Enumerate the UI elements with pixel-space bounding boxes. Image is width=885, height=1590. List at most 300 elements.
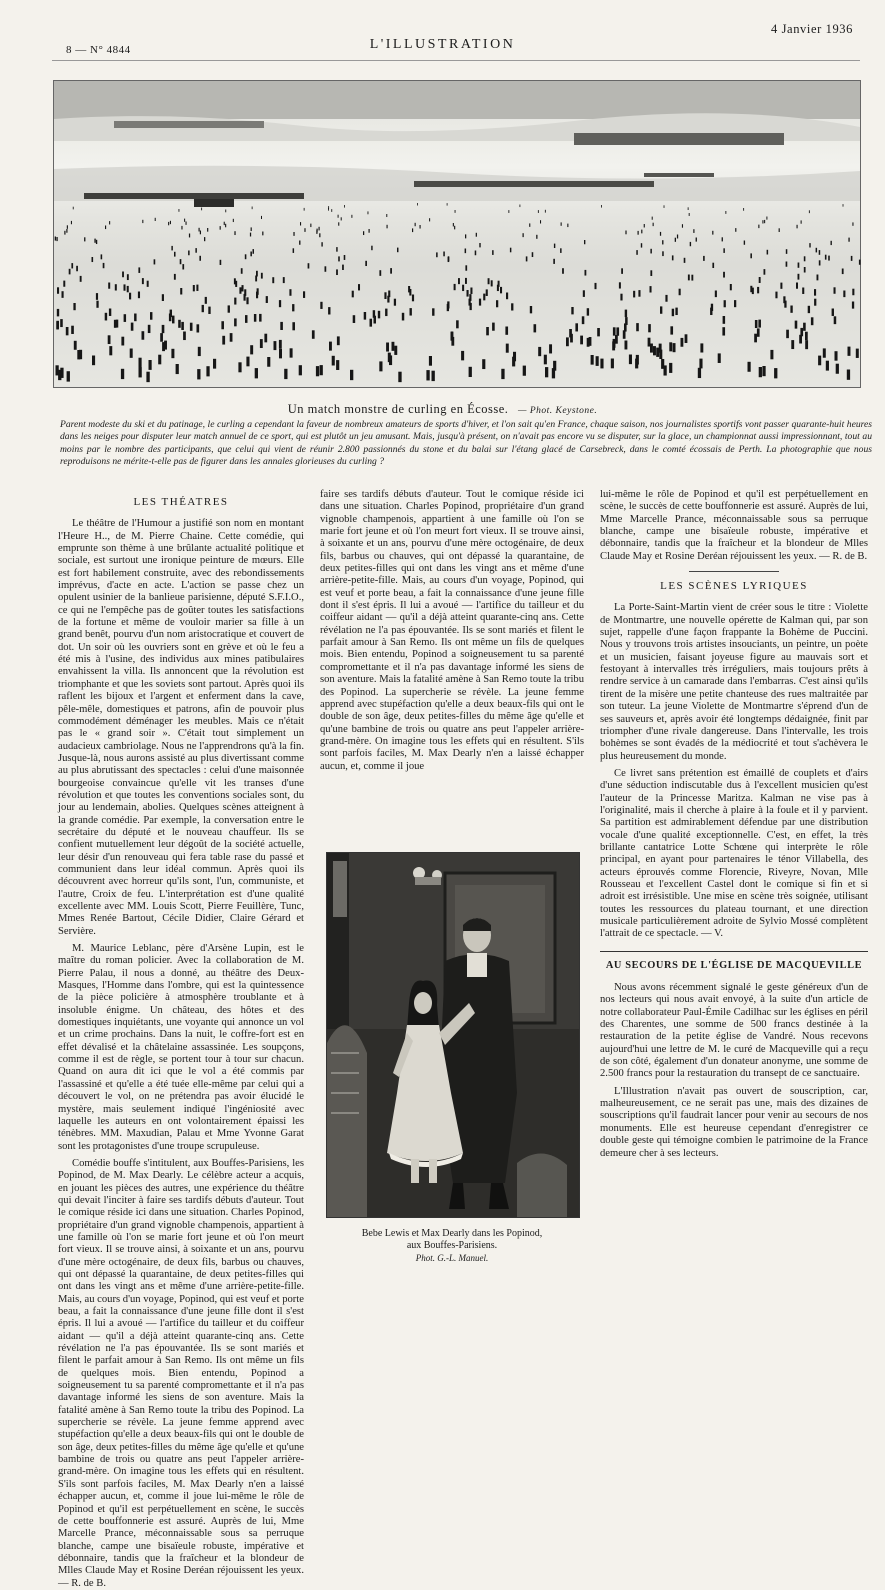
curler-figure (764, 269, 766, 275)
curler-figure (735, 228, 736, 232)
curler-figure (174, 274, 176, 280)
curler-figure (293, 232, 294, 236)
curler-figure (170, 221, 171, 224)
curler-figure (363, 231, 364, 235)
curler-figure (688, 275, 690, 281)
curler-figure (616, 327, 619, 335)
column-2 (320, 490, 584, 830)
curler-figure (526, 256, 528, 261)
curler-figure (486, 289, 488, 296)
curler-figure (245, 315, 247, 323)
curler-figure (856, 349, 859, 358)
curler-figure (259, 314, 261, 322)
curler-figure (289, 289, 291, 296)
curler-figure (138, 267, 140, 273)
curler-figure (386, 343, 389, 352)
curler-figure (596, 356, 599, 366)
curler-figure (246, 297, 248, 304)
curler-figure (162, 325, 165, 333)
curler-figure (168, 222, 169, 225)
curler-figure (816, 248, 817, 253)
curler-figure (615, 335, 618, 344)
curler-figure (220, 260, 222, 265)
curler-figure (447, 301, 449, 308)
curler-figure (750, 253, 752, 258)
curler-figure (358, 284, 360, 290)
curler-figure (448, 256, 450, 261)
curler-figure (417, 203, 418, 206)
curler-figure (497, 285, 499, 291)
curler-figure (261, 273, 263, 279)
curler-figure (274, 341, 277, 350)
curler-figure (387, 225, 388, 229)
curler-figure (601, 205, 602, 208)
curler-figure (429, 356, 432, 366)
curler-figure (724, 300, 726, 307)
curler-figure (703, 256, 705, 261)
theatres-heading: LES THÉATRES (133, 496, 229, 508)
popinod-caption-line2: aux Bouffes-Parisiens. (406, 1240, 498, 1251)
photo-title (0, 402, 885, 417)
column-3 (600, 490, 868, 1280)
curler-figure (479, 243, 480, 247)
curler-figure (682, 224, 683, 228)
curler-figure (331, 209, 332, 212)
curler-figure (462, 285, 464, 291)
curler-figure (220, 226, 221, 230)
curler-figure (162, 294, 164, 301)
curler-figure (341, 217, 342, 220)
curler-figure (199, 228, 200, 232)
curler-figure (207, 228, 208, 232)
curler-figure (669, 363, 672, 373)
curler-figure (279, 340, 282, 349)
curler-figure (650, 249, 651, 254)
curler-figure (225, 210, 226, 213)
curler-figure (197, 369, 200, 379)
curler-figure (653, 223, 654, 226)
curler-figure (500, 287, 502, 293)
section-rule (600, 951, 868, 952)
curler-figure (351, 215, 352, 218)
curler-figure (122, 272, 124, 278)
curler-figure (261, 216, 262, 219)
curler-figure (848, 347, 851, 356)
curler-figure (859, 260, 861, 265)
curler-figure (743, 208, 744, 211)
curler-figure (486, 327, 489, 335)
curler-figure (698, 368, 701, 378)
lyriques-heading: LES SCÈNES LYRIQUES (660, 580, 808, 593)
curler-figure (234, 298, 236, 305)
curler-figure (529, 223, 530, 226)
curler-figure (635, 359, 638, 369)
curler-figure (748, 362, 751, 372)
curler-figure (304, 228, 305, 232)
curler-figure (832, 309, 834, 316)
lyriques-paragraph-1: La Porte-Saint-Martin vient de créer sous le titre : Violette de Montmartre, une nouvelle opérette de Kalman qui, par son sujet, rappelle d'une façon frappante la Bohème de Puccini. Nous y trouvons trois artistes insouciants, un peintre, un poète et un musicien, faisant joyeuse figure au mauvais sort et festoyant à intervalles très irréguliers, mais toujours prêts à rendre service à un camarade dans l'embarras. C'est ainsi qu'ils tirent de la misère une petite chanteuse des rues maltraitée par son tuteur. La jeune Violette de Montmartre s'éprend d'un de ses sauveurs et, après avoir été longtemps dédaignée, finit par triompher d'une rivale dangereuse. Dans l'intervalle, les trois bohèmes se sont évadés de la médiocrité et tout s'achèvera le plus heureusement du monde. (600, 602, 868, 762)
curler-figure (369, 229, 370, 233)
curler-figure (723, 248, 724, 253)
curler-figure (513, 352, 516, 362)
column-1 (58, 490, 304, 1589)
curler-figure (662, 251, 664, 256)
curler-figure (836, 364, 839, 374)
curler-figure (412, 228, 413, 232)
curler-figure (582, 316, 585, 324)
curler-figure (266, 296, 268, 303)
curler-figure (597, 328, 600, 336)
curler-figure (253, 249, 254, 254)
curler-figure (196, 285, 198, 291)
curler-figure (591, 355, 594, 365)
curler-figure (506, 344, 509, 353)
curler-figure (142, 278, 144, 284)
page-header (0, 22, 885, 58)
curler-figure (534, 324, 537, 332)
curler-figure (580, 336, 583, 345)
curler-figure (57, 309, 59, 316)
curler-figure (759, 277, 761, 283)
curler-figure (819, 250, 821, 255)
curler-figure (402, 313, 404, 321)
curler-figure (233, 219, 234, 222)
curler-figure (699, 359, 702, 369)
curler-figure (553, 259, 555, 264)
curler-figure (851, 256, 853, 261)
curler-figure (583, 290, 585, 297)
curler-figure (805, 332, 808, 341)
curler-figure (447, 203, 448, 206)
curler-figure (267, 357, 270, 367)
curler-figure (532, 252, 534, 257)
curler-figure (638, 290, 640, 297)
curler-figure (665, 295, 667, 302)
curler-figure (804, 267, 806, 273)
curler-figure (256, 271, 258, 277)
curler-figure (834, 316, 837, 324)
curler-figure (523, 233, 524, 237)
curler-figure (764, 220, 765, 223)
curler-figure (426, 370, 429, 380)
curler-figure (585, 270, 587, 276)
curler-figure (712, 263, 714, 268)
curler-figure (648, 324, 651, 332)
curler-figure (264, 334, 267, 343)
curler-figure (260, 339, 263, 348)
curler-figure (74, 341, 77, 350)
curler-figure (491, 280, 493, 286)
curler-figure (656, 348, 659, 357)
curler-figure (501, 369, 504, 379)
curler-figure (795, 321, 798, 329)
curler-figure (650, 286, 652, 292)
curler-figure (149, 360, 152, 370)
curler-figure (124, 314, 126, 322)
curler-figure (619, 282, 621, 288)
curler-figure (798, 263, 800, 268)
curler-figure (641, 230, 642, 234)
curler-figure (538, 210, 539, 213)
curler-figure (63, 281, 65, 287)
curler-figure (387, 296, 389, 303)
curler-figure (835, 351, 838, 360)
curler-figure (242, 285, 244, 291)
curler-figure (797, 225, 798, 229)
curler-figure (64, 231, 65, 235)
curler-figure (783, 296, 785, 303)
curler-figure (182, 264, 184, 269)
curler-figure (147, 281, 149, 287)
curler-figure (755, 320, 758, 328)
curler-figure (723, 272, 725, 278)
curler-figure (569, 329, 572, 337)
curler-figure (754, 334, 757, 343)
curler-figure (109, 346, 112, 355)
curler-figure (127, 286, 129, 292)
curler-figure (620, 294, 622, 301)
curler-figure (675, 238, 676, 242)
curler-figure (319, 233, 320, 237)
theatres-paragraph-3: Comédie bouffe s'intitulent, aux Bouffes-Parisiens, les Popinod, de M. Max Dearly. Le célèbre acteur a acquis, en jouant les pièces des autres, une expérience du théâtre qui devait l'inciter à faire ses tardifs débuts d'auteur. Tout le comique réside ici dans une situation. Charles Popinod, propriétaire d'un grand vignoble champenois, appartient à une famille où l'on se marie fort jeune et où l'on meurt fort vieux. Il se trouve ainsi, à soixante et un ans, pourvu d'une mère octogénaire, de deux fils, barbus ou chauves, qui ont dépassé la quarantaine, de deux petites-filles qui ont dans les vingt ans et même d'une arrière-petite-fille. Mais, au cours d'un voyage, Popinod, qui est veuf et porte beau, a fait la connaissance d'une jeune fille dont il s'est épris. Il lui a avoué — l'artifice du tailleur et du coiffeur aidant — qu'il a déjà atteint quarante-cinq ans. Cette révélation ne l'a pas épouvantée. Ils se sont mariés et filent le parfait amour à San Remo. Ils ont même un fils de quelques mois. Bien entendu, Popinod a soigneusement tu sa parenté compromettante et il n'a pas davantage informé les siens de son aventure. Mais la fatalité amène à San Remo toute la tribu des Popinod. La supercherie se révèle. La jeune femme apprend avec stupéfaction qu'elle a deux beaux-fils qui ont le double de son âge, deux petites-filles du même âge qu'elle et qu'une bambine de trois ou quatre ans peut l'appeler arrière-grand-mère. On imagine tous les effets qui en résultent. S'ils sont parfois faciles, M. Max Dearly n'en a laissé échapper aucun, et, comme il joue lui-même le rôle de Popinod et qu'il est perpétuellement en scène, le succès de cette bouffonnerie est assuré. Auprès de lui, Mme Marcelle Prance, méconnaissable sous sa perruque blanche, campe une bisaïeule robuste, impérative et débonnaire, tandis que la fraîcheur et la blondeur de Mlles Claude May et Rosine Deréan réjouissent les yeux. — R. de B. (58, 1157, 304, 1589)
curler-figure (790, 306, 792, 313)
curler-figure (394, 299, 396, 306)
curler-figure (244, 289, 246, 296)
curler-figure (394, 346, 397, 355)
curler-figure (847, 370, 850, 380)
curler-figure (230, 333, 233, 342)
curler-figure (245, 254, 247, 259)
curler-figure (283, 277, 285, 283)
curler-figure (802, 288, 804, 294)
curler-figure (328, 307, 330, 314)
curler-figure (410, 308, 412, 315)
curler-figure (239, 287, 241, 293)
issue-date: 4 Janvier 1936 (771, 22, 853, 36)
curler-figure (178, 320, 181, 328)
curler-figure (292, 322, 295, 330)
curler-figure (312, 330, 315, 338)
curler-figure (809, 243, 810, 247)
curler-figure (398, 372, 401, 382)
curler-figure (684, 258, 686, 263)
curler-figure (826, 361, 829, 371)
curler-figure (162, 342, 165, 351)
curler-figure (834, 287, 836, 293)
curler-figure (108, 283, 110, 289)
curler-figure (250, 345, 253, 354)
curler-figure (392, 342, 395, 351)
curler-figure (184, 219, 185, 222)
curler-figure (308, 263, 310, 268)
curler-figure (304, 208, 305, 211)
curler-figure (201, 208, 202, 211)
curler-figure (397, 248, 398, 253)
curler-figure (458, 278, 460, 284)
curler-figure (843, 291, 845, 298)
curler-figure (284, 369, 287, 379)
curler-figure (150, 312, 152, 320)
curler-figure (332, 356, 335, 366)
theatres-paragraph-1: Le théâtre de l'Humour a justifié son nom en montant l'Heure H.., de M. Pierre Chaine. Cette comédie, qui emprunte son thème à une brûlante actualité politique et sociale, est surtout une ironique peinture de mœurs. Elle est fort habilement construite, avec des rebondissements imprévus, d'acte en acte. L'action se passe chez un opulent usinier de la banlieue parisienne, député S.F.I.O., ce qui ne l'empêche pas de goûter toutes les satisfactions de la fortune et même de vouloir marier sa fille à un grand benêt, pourvu d'un nom aristocratique et couvert de dot. Un soir où les ouvriers sont en grève et où le feu a été mis à l'usine, des individus aux mines patibulaires envahissent la villa. Ils annoncent que la révolution est triomphante et que les soviets sont partout. Après quoi ils raflent les bijoux et l'argent et enferment dans la cave, pêle-mêle, domestiques et patrons, afin de pouvoir plus commodément déménager les meubles. Mais ce n'était pas le « grand soir ». C'était tout simplement un audacieux cambriolage. Nous ne l'apprendrons qu'à la fin. Jusque-là, nous aurons assisté au plus divertissant comme au plus abrutissant des spectacles : celui d'une maisonnée bourgeoise convaincue qu'elle vit les transes d'une révolution et que toutes les conventions sociales sont, du jour au lendemain, abolies. Quelques scènes atteignent à la grande comédie. Par exemple, la conversation entre le secrétaire du député et le nouveau chauffeur. Ils se confient mutuellement leur dégoût de la société actuelle, leur désir d'un renouveau qui fera table rase du passé et communient dans leur idéal commun. Après quoi ils découvrent avec horreur qu'ils sont, l'un, communiste, et l'autre, Croix de feu. L'interprétation est d'une qualité excellente avec MM. Louis Scott, Pierre Feuillère, Tunc, Mmes Renée Bartout, Cécile Didier, Claire Gérard et Servière. (58, 518, 304, 937)
curler-figure (625, 317, 628, 325)
curler-figure (453, 223, 454, 226)
curler-figure (92, 356, 95, 366)
macqueville-paragraph-1: Nous avons récemment signalé le geste généreux d'un de nos lecteurs qui nous avait envoyé, à la suite d'un article de notre collaborateur Paul-Émile Cadilhac sur les églises en péril des Charentes, une somme de 500 francs destinée à la restauration de la petite église de Vandré. Nous recevons aujourd'hui une lettre de M. le curé de Macqueville qui a reçu de son côté, également d'un donateur anonyme, une somme de 2.500 francs pour la restauration du transept de ce sanctuaire. (600, 982, 868, 1080)
curler-figure (621, 268, 623, 274)
curler-figure (805, 340, 808, 349)
curler-figure (672, 255, 674, 260)
curler-figure (71, 326, 74, 334)
curler-figure (842, 269, 844, 275)
curler-figure (390, 268, 392, 274)
curler-figure (255, 368, 258, 378)
curler-figure (121, 337, 124, 346)
curler-figure (685, 334, 688, 343)
curler-figure (796, 283, 798, 289)
curler-figure (786, 249, 788, 254)
curler-figure (633, 291, 635, 298)
curler-figure (465, 249, 466, 254)
curler-figure (465, 278, 467, 284)
curler-figure (370, 319, 373, 327)
curler-figure (205, 297, 207, 304)
curler-figure (650, 270, 652, 276)
curler-figure (825, 255, 827, 260)
curler-figure (105, 313, 107, 321)
curler-figure (134, 314, 136, 322)
curler-figure (510, 248, 511, 253)
curler-figure (342, 265, 344, 270)
curler-figure (650, 344, 653, 353)
curler-figure (225, 224, 226, 227)
popinod-continued: faire ses tardifs débuts d'auteur. Tout le comique réside ici dans une situation. Charles Popinod, propriétaire d'un grand vignoble champenois, appartient à une famille où l'on se marie fort jeune et où l'on meurt fort vieux. Il se trouve ainsi, à soixante et un ans, pourvu d'une mère octogénaire, de deux fils, barbus ou chauves, qui ont dépassé la quarantaine, de deux petites-filles qui ont dans les vingt ans et même d'une arrière-petite-fille. Mais, au cours d'un voyage, Popinod, qui est veuf et porte beau, a fait la connaissance d'une jeune fille dont il s'est épris. Il lui a avoué — l'artifice du tailleur et du coiffeur aidant — qu'il a déjà atteint quarante-cinq ans. Cette révélation ne l'a pas épouvantée. Ils se sont mariés et filent le parfait amour à San Remo. Ils ont même un fils de quelques mois. Bien entendu, Popinod a soigneusement tu sa parenté compromettante et il n'a pas davantage informé les siens de son aventure. Mais la fatalité amène à San Remo toute la tribu des Popinod. La supercherie se révèle. La jeune femme apprend avec stupéfaction qu'elle a deux beaux-fils qui ont le double de son âge, deux petites-filles du même âge qu'elle et qu'une bambine de trois ou quatre ans peut l'appeler arrière-grand-mère. On imagine tous les effets qui en résultent. S'ils sont parfois faciles, M. Max Dearly n'en a laissé échapper aucun, et, comme il joue (320, 489, 584, 772)
curler-figure (252, 207, 253, 210)
curler-figure (454, 226, 455, 230)
curler-figure (436, 252, 438, 257)
curler-figure (660, 232, 661, 236)
curler-figure (96, 240, 97, 244)
curler-figure (492, 323, 495, 331)
curler-figure (808, 306, 810, 313)
curler-figure (103, 263, 105, 268)
curler-figure (538, 347, 541, 356)
curler-figure (664, 205, 665, 208)
curler-figure (131, 323, 134, 331)
curler-figure (852, 289, 854, 296)
curler-figure (443, 252, 445, 257)
curler-figure (429, 218, 430, 221)
curler-figure (385, 309, 387, 316)
curler-figure (129, 293, 131, 300)
curler-figure (336, 247, 337, 252)
theatres-paragraph-2: M. Maurice Leblanc, père d'Arsène Lupin, est le maître du roman policier. Avec la collaboration de M. Pierre Palau, il nous a donné, au théâtre des Deux-Masques, l'Homme dans l'ombre, qui est la quintessence de la pièce policière à atmosphère troublante et à insoluble énigme. Un château, des hôtes et des domestiques inquiétants, une voyante qui annonce un vol et un crime prochains. Dans la nuit, le coffre-fort est en effet dévalisé et la châtelaine assassinée. Les soupçons, comme il est de règle, se portent tour à tour sur chacun. Quand on aura dit ici que le vol a été commis par l'assassiné et qu'elle a été tuée elle-même par celui qui a découvert le vol, on ne prétendra pas avoir élucidé le mystère, mais seulement indiqué l'ingéniosité avec laquelle les auteurs en ont volontairement épaissi les ténèbres. MM. Maxudian, Palau et Mme Yvonne Garat sont les protagonistes d'une troupe scrupuleuse. (58, 943, 304, 1152)
curler-figure (718, 353, 721, 363)
curler-figure (257, 288, 259, 295)
curler-figure (300, 222, 301, 225)
curler-figure (171, 246, 172, 251)
curler-figure (759, 367, 762, 377)
curler-figure (109, 221, 110, 224)
curler-figure (611, 359, 614, 369)
curler-figure (234, 318, 237, 326)
curler-figure (279, 300, 281, 307)
curler-figure (496, 300, 498, 307)
curler-figure (139, 367, 142, 377)
curler-figure (338, 215, 339, 218)
curler-figure (819, 260, 821, 265)
curler-figure (625, 310, 627, 318)
curler-figure (587, 308, 589, 315)
curler-figure (420, 225, 421, 229)
curler-figure (567, 224, 568, 227)
curler-figure (55, 237, 56, 241)
curler-figure (328, 208, 329, 211)
curler-figure (638, 231, 639, 235)
curler-figure (843, 204, 844, 207)
curler-figure (60, 319, 63, 327)
curler-figure (204, 237, 205, 241)
curler-figure (336, 269, 338, 275)
header-rule (52, 60, 860, 61)
curler-figure (66, 327, 69, 335)
curler-figure (337, 336, 340, 345)
curler-figure (320, 365, 323, 375)
curler-figure (142, 331, 145, 340)
curler-figure (814, 289, 816, 296)
curler-figure (262, 232, 263, 236)
curler-figure (483, 294, 485, 301)
curler-figure (730, 284, 732, 290)
curler-figure (455, 210, 456, 213)
curler-figure (625, 231, 626, 235)
curler-figure (66, 229, 67, 233)
curler-figure (723, 316, 726, 324)
curler-figure (561, 222, 562, 225)
curler-figure (60, 368, 63, 378)
curler-figure (613, 327, 616, 335)
curler-figure (388, 353, 391, 363)
curler-figure (623, 330, 626, 338)
curler-figure (181, 322, 184, 330)
curler-figure (183, 332, 186, 341)
curler-figure (155, 218, 156, 221)
curler-figure (722, 237, 723, 241)
curler-figure (545, 367, 548, 377)
curler-figure (786, 262, 788, 267)
photo-credit: — Phot. Keystone. (518, 406, 598, 416)
curler-figure (672, 309, 674, 316)
curler-figure (800, 328, 803, 336)
macqueville-paragraph-2: L'Illustration n'avait pas ouvert de souscription, car, malheureusement, ce ne serait pas une, mais des dizaines de souscriptions qu'il faudrait lancer pour venir au secours de nos monuments. Elle est heureuse cependant d'enregistrer ce double geste qui témoigne combien le patrimoine de la France demeure cher à ses lecteurs. (600, 1085, 868, 1159)
curler-figure (691, 275, 693, 281)
curler-figure (786, 330, 789, 338)
curler-figure (552, 368, 555, 378)
curler-figure (379, 361, 382, 371)
curler-figure (758, 320, 761, 328)
curler-figure (454, 284, 456, 290)
curler-figure (412, 295, 414, 302)
curler-figure (544, 355, 547, 365)
curler-figure (138, 292, 140, 299)
curler-figure (246, 357, 249, 367)
curler-figure (234, 231, 235, 235)
curler-figure (775, 292, 777, 299)
curler-figure (696, 238, 697, 242)
curler-figure (653, 346, 656, 355)
curler-figure (374, 316, 377, 324)
curler-figure (677, 235, 678, 239)
